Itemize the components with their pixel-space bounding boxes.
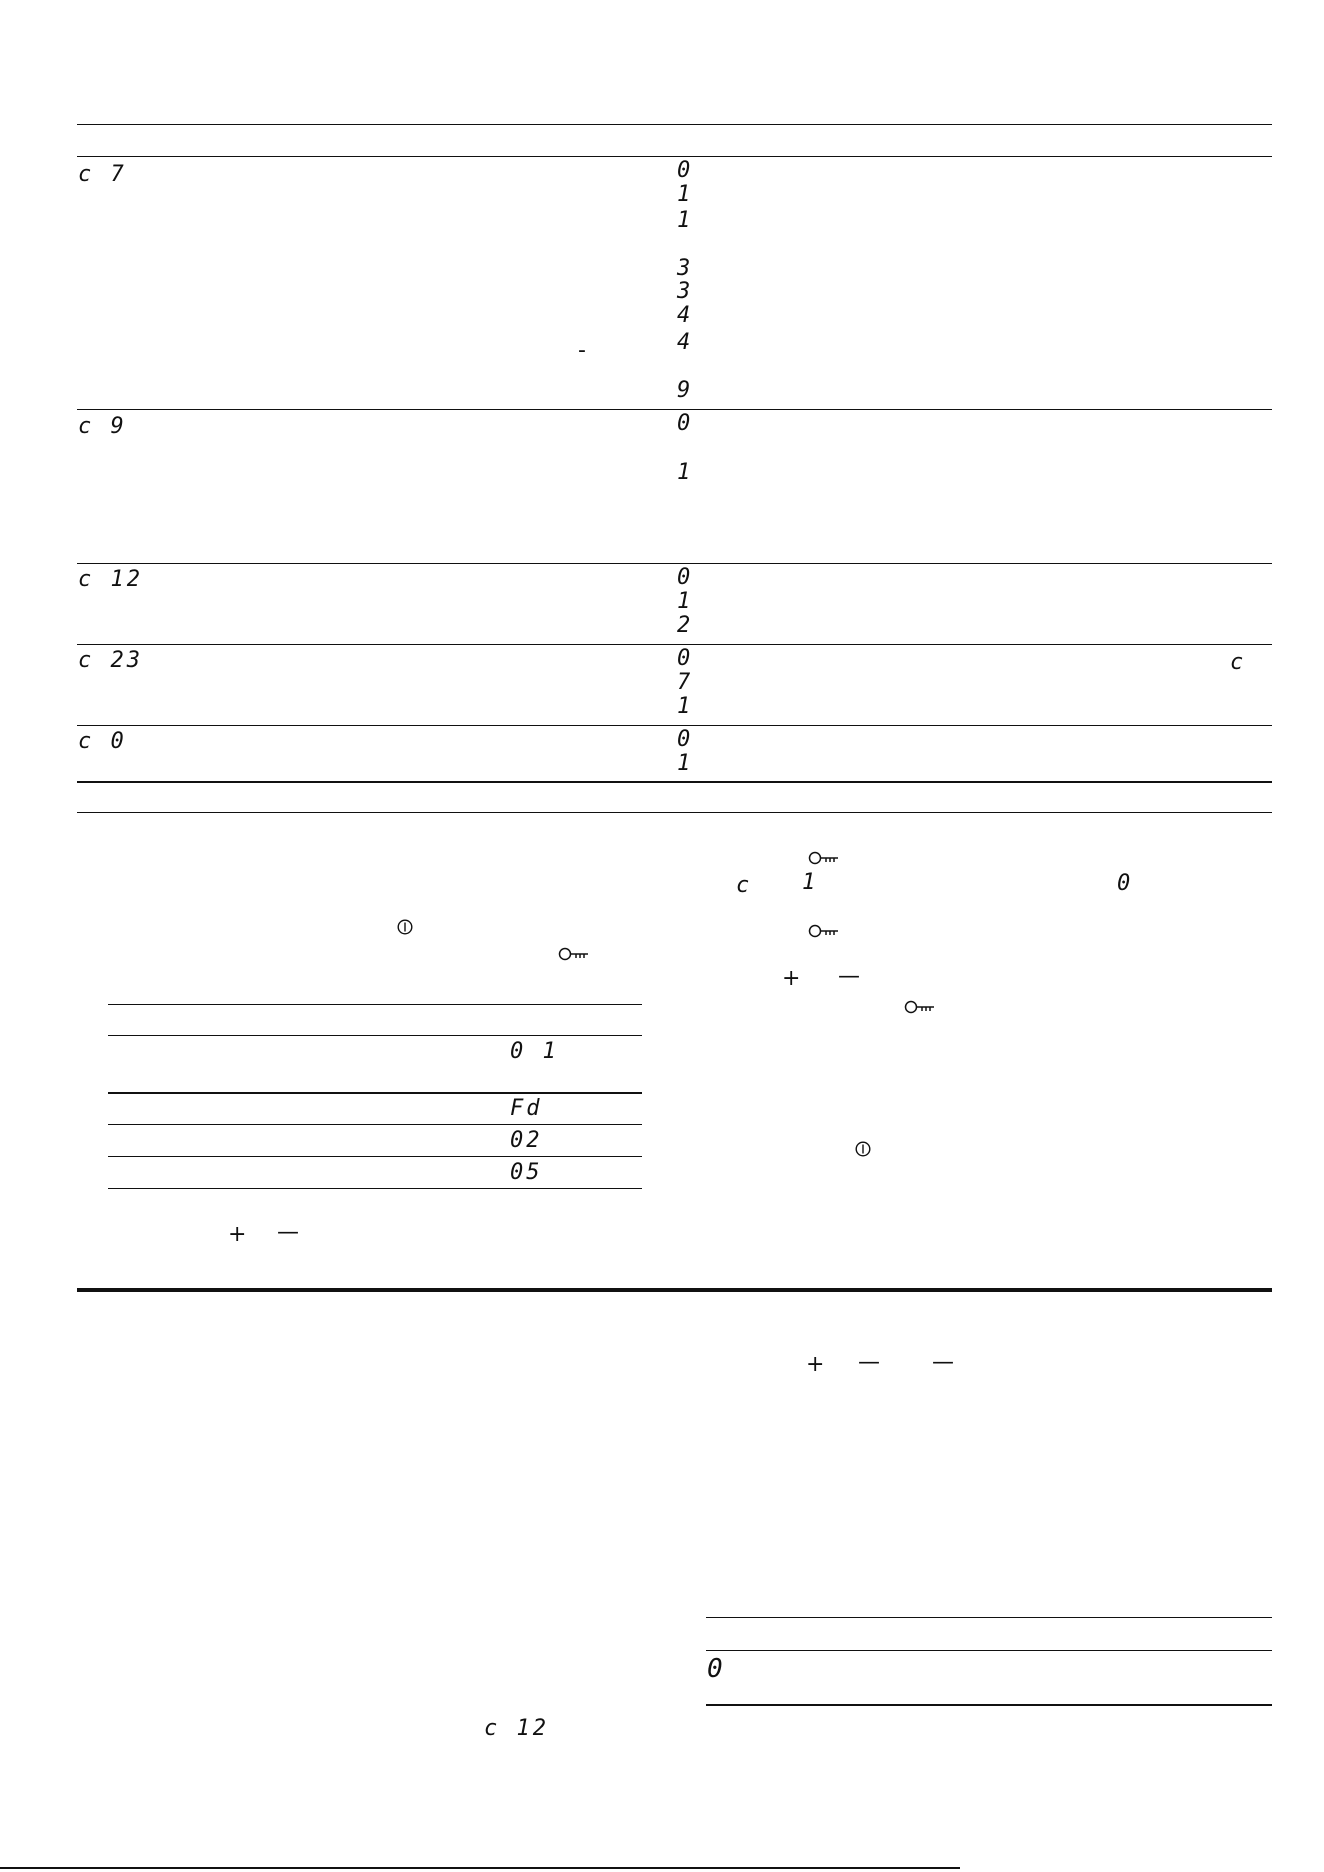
value-table-header-rule [706,1650,1272,1651]
key-icon [558,946,590,962]
setting-value: 0 [677,411,694,436]
setting-value: 0 [677,565,694,590]
setting-value: 0 [677,727,694,752]
setting-code-c12: c 12 [78,567,143,592]
setting-code-c9: c 9 [78,414,127,439]
display-code: 02 [510,1128,543,1153]
plus-icon: + [228,1222,247,1247]
setting-value: 1 [677,751,694,776]
setting-value: 1 [677,694,694,719]
power-icon [397,919,413,935]
section-rule [77,812,1272,813]
key-icon [808,923,840,939]
small-table-bottom-rule [108,1188,642,1189]
setting-value: 1 [677,182,694,207]
value-table-bottom-rule [706,1704,1272,1706]
minus-icon: — [858,1350,880,1375]
power-icon [855,1141,871,1157]
value-table-top-rule [706,1617,1272,1618]
minus-icon: — [932,1350,954,1375]
side-code: c [1230,650,1247,675]
setting-code-c12: c 12 [484,1716,549,1741]
setting-value: 7 [677,670,694,695]
setting-value: 1 [677,208,694,233]
setting-code-c0: c 0 [78,729,127,754]
small-table-row-rule [108,1156,642,1157]
key-icon [904,999,936,1015]
setting-value: 0 [677,646,694,671]
row-rule [77,725,1272,726]
setting-value: 4 [677,303,694,328]
minus-icon: — [838,964,860,989]
setting-value: 0 [677,158,694,183]
table-bottom-rule [77,781,1272,783]
row-rule [77,563,1272,564]
setting-code-c7: c 7 [78,162,127,187]
plus-icon: + [782,966,801,991]
display-code: 05 [510,1160,543,1185]
minus-icon: — [277,1220,299,1245]
setting-value: 2 [677,613,694,638]
plus-icon: + [806,1352,825,1377]
c-label: c [736,873,753,898]
small-table-header-rule [108,1035,642,1036]
setting-value: 3 [677,279,694,304]
setting-value: 9 [677,378,694,403]
value-table-value: 0 [707,1654,726,1684]
zero-value: 0 [1117,871,1134,896]
setting-value: 1 [677,460,694,485]
setting-value: 1 [677,589,694,614]
setting-value: 3 [677,256,694,281]
section-divider [77,1288,1272,1292]
small-table-row-rule [108,1124,642,1125]
display-code: Fd [510,1096,543,1121]
setting-value: 4 [677,330,694,355]
row-rule [77,644,1272,645]
key-icon [808,850,840,866]
setting-code-c23: c 23 [78,648,143,673]
page-bottom-rule [0,1867,960,1869]
one-value: 1 [802,870,819,895]
display-code: 0 1 [510,1039,559,1064]
small-table-top-rule [108,1004,642,1005]
row-rule [77,409,1272,410]
small-table-row-rule [108,1092,642,1094]
dash-mark: - [578,338,586,363]
table-header-rule [77,156,1272,157]
table-top-rule [77,124,1272,125]
